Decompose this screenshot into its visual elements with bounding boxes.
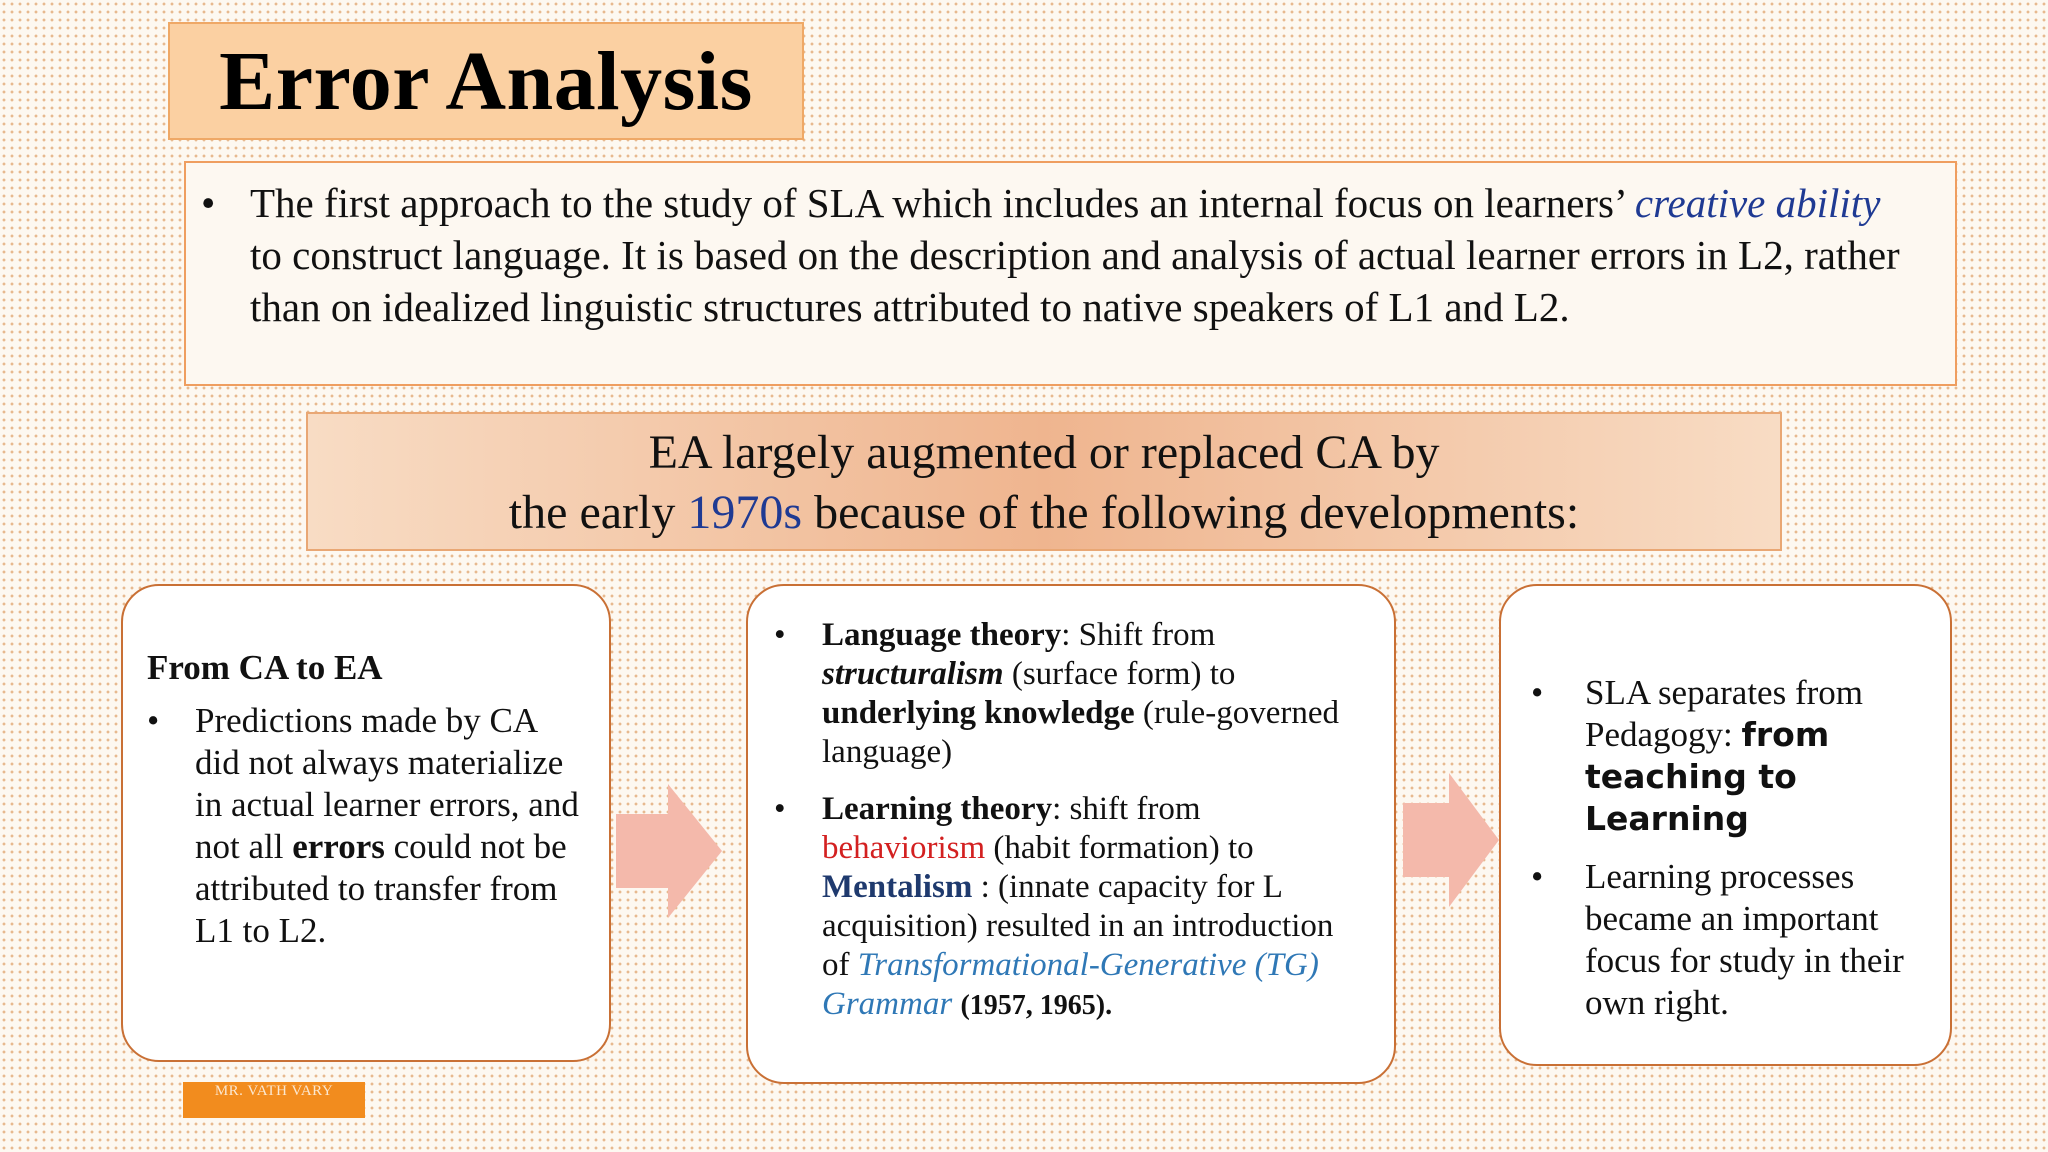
text: : Shift from (1061, 617, 1216, 653)
title-box (168, 22, 804, 140)
right-arrow-icon (616, 784, 722, 918)
list-item (774, 790, 1354, 1025)
bullet-icon: • (147, 701, 160, 740)
banner-line2-before: the early (508, 486, 688, 539)
intro-highlight: creative ability (1634, 180, 1881, 226)
card1-bold: errors (292, 827, 385, 866)
card1-text-after: could not be attributed to transfer from L1 to L2. (195, 827, 567, 950)
mentalism-term: Mentalism (822, 869, 973, 905)
banner-line-1: EA largely augmented or replaced CA by (648, 426, 1440, 479)
text: : shift from (1052, 791, 1201, 827)
intro-text-before: The first approach to the study of SLA which includes an internal focus on learners’ (250, 180, 1635, 226)
card1-text-before: Predictions made by CA did not always materialize in actual learner errors, and not all (195, 701, 579, 866)
banner-line-2 (308, 483, 1780, 543)
structuralism-term: structuralism (822, 656, 1004, 692)
text: (habit formation) to (985, 830, 1254, 866)
card3-item1-bold: from teaching to Learning (1585, 715, 1830, 838)
slide-title: Error Analysis (219, 34, 753, 128)
intro-paragraph (201, 177, 1915, 333)
text: : (innate capacity for L acquisition) resulted in an introduction of (822, 869, 1334, 983)
intro-box (184, 161, 1957, 386)
list-item (774, 616, 1354, 772)
list-item (147, 700, 579, 952)
banner-year: 1970s (687, 486, 803, 539)
banner-line2-after: because of the following developments: (802, 486, 1580, 539)
text: (surface form) to (1003, 656, 1236, 692)
card1-list (147, 700, 579, 952)
list-item (1531, 672, 1930, 840)
bullet-icon: • (1531, 673, 1544, 712)
card1-heading: From CA to EA (147, 648, 383, 687)
bullet-icon: • (774, 617, 786, 653)
learning-theory-label: Learning theory (822, 791, 1053, 827)
card-sla-pedagogy (1499, 584, 1952, 1066)
text: (rule-governed language) (822, 695, 1339, 770)
card3-item1-text: SLA separates from Pedagogy: (1585, 673, 1863, 754)
bullet-icon: • (1531, 857, 1544, 896)
behaviorism-term: behaviorism (822, 830, 986, 866)
right-arrow-icon (1403, 773, 1499, 907)
card-developments (746, 584, 1396, 1084)
author-credit: MR. VATH VARY (183, 1082, 365, 1118)
bullet-icon: • (774, 791, 786, 827)
underlying-knowledge-term: underlying knowledge (822, 695, 1135, 731)
tg-years: (1957, 1965). (960, 990, 1113, 1021)
tg-grammar-term: Transformational-Generative (TG) Grammar (822, 947, 1319, 1022)
intro-text-after: to construct language. It is based on the description and analysis of actual learner errors in L2, rather than on idealized linguistic structures attributed to native speakers of L1 and L2. (250, 232, 1900, 330)
card-from-ca-to-ea (121, 584, 611, 1062)
developments-banner (306, 412, 1782, 551)
bullet-icon: • (201, 180, 216, 226)
language-theory-label: Language theory (822, 617, 1062, 653)
card3-item2-text: Learning processes became an important focus for study in their own right. (1585, 857, 1904, 1022)
list-item (1531, 856, 1930, 1024)
